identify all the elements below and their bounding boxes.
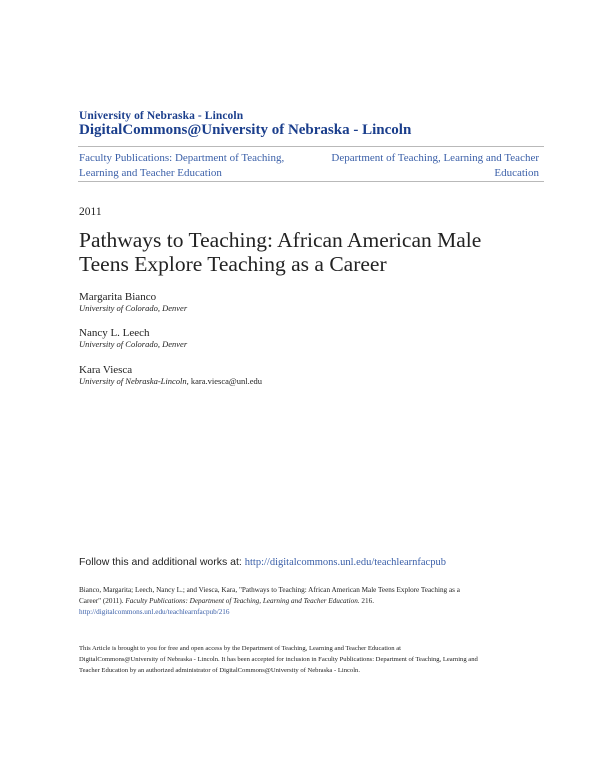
author-email[interactable]: kara.viesca@unl.edu	[190, 376, 262, 386]
citation-url-link[interactable]: http://digitalcommons.unl.edu/teachlearnfacpub/216	[79, 608, 230, 616]
author-name: Margarita Bianco	[79, 291, 157, 303]
author-affiliation: University of Colorado, Denver	[79, 339, 188, 349]
collection-link-right[interactable]: Department of Teaching, Learning and Teacher Education	[331, 152, 539, 179]
institution-link[interactable]: University of Nebraska - Lincoln	[79, 110, 244, 122]
author-block	[79, 364, 262, 386]
header-divider-top	[78, 146, 544, 147]
citation-journal: Faculty Publications: Department of Teaching, Learning and Teacher Education.	[125, 597, 360, 605]
author-affiliation-text: University of Nebraska-Lincoln,	[79, 376, 189, 386]
author-affiliation: University of Colorado, Denver	[79, 303, 188, 313]
author-block	[79, 291, 187, 313]
notice-line: This Article is brought to you for free and open access by the Department of Teaching, Learning and Teacher Education at	[79, 645, 401, 652]
access-notice	[79, 643, 549, 676]
collection-link-left[interactable]: Faculty Publications: Department of Teaching, Learning and Teacher Education	[79, 152, 285, 179]
notice-line: Teacher Education by an authorized administrator of DigitalCommons@University of Nebraska - Lincoln.	[79, 667, 361, 674]
publication-year: 2011	[79, 206, 102, 218]
follow-url-link[interactable]: http://digitalcommons.unl.edu/teachlearnfacpub	[244, 557, 446, 568]
citation-line: Bianco, Margarita; Leech, Nancy L.; and Viesca, Kara, "Pathways to Teaching: African American Male Teens Explore Teaching as a	[79, 586, 460, 594]
author-name: Kara Viesca	[79, 364, 133, 376]
citation-number: 216.	[361, 597, 374, 605]
repository-link[interactable]: DigitalCommons@University of Nebraska - Lincoln	[79, 122, 412, 138]
author-block	[79, 327, 187, 349]
citation-text: Career" (2011).	[79, 597, 124, 605]
author-name: Nancy L. Leech	[79, 327, 150, 339]
author-affiliation	[79, 376, 262, 386]
notice-line: DigitalCommons@University of Nebraska - Lincoln. It has been accepted for inclusion in Faculty Publications: Department of Teaching, Learning and	[79, 656, 478, 663]
follow-line	[79, 556, 446, 568]
article-title: Pathways to Teaching: African American Male Teens Explore Teaching as a Career	[79, 228, 482, 276]
header-divider-bottom	[78, 181, 544, 182]
citation-line	[79, 596, 549, 607]
citation-block	[79, 585, 549, 618]
follow-text: Follow this and additional works at:	[79, 556, 242, 568]
